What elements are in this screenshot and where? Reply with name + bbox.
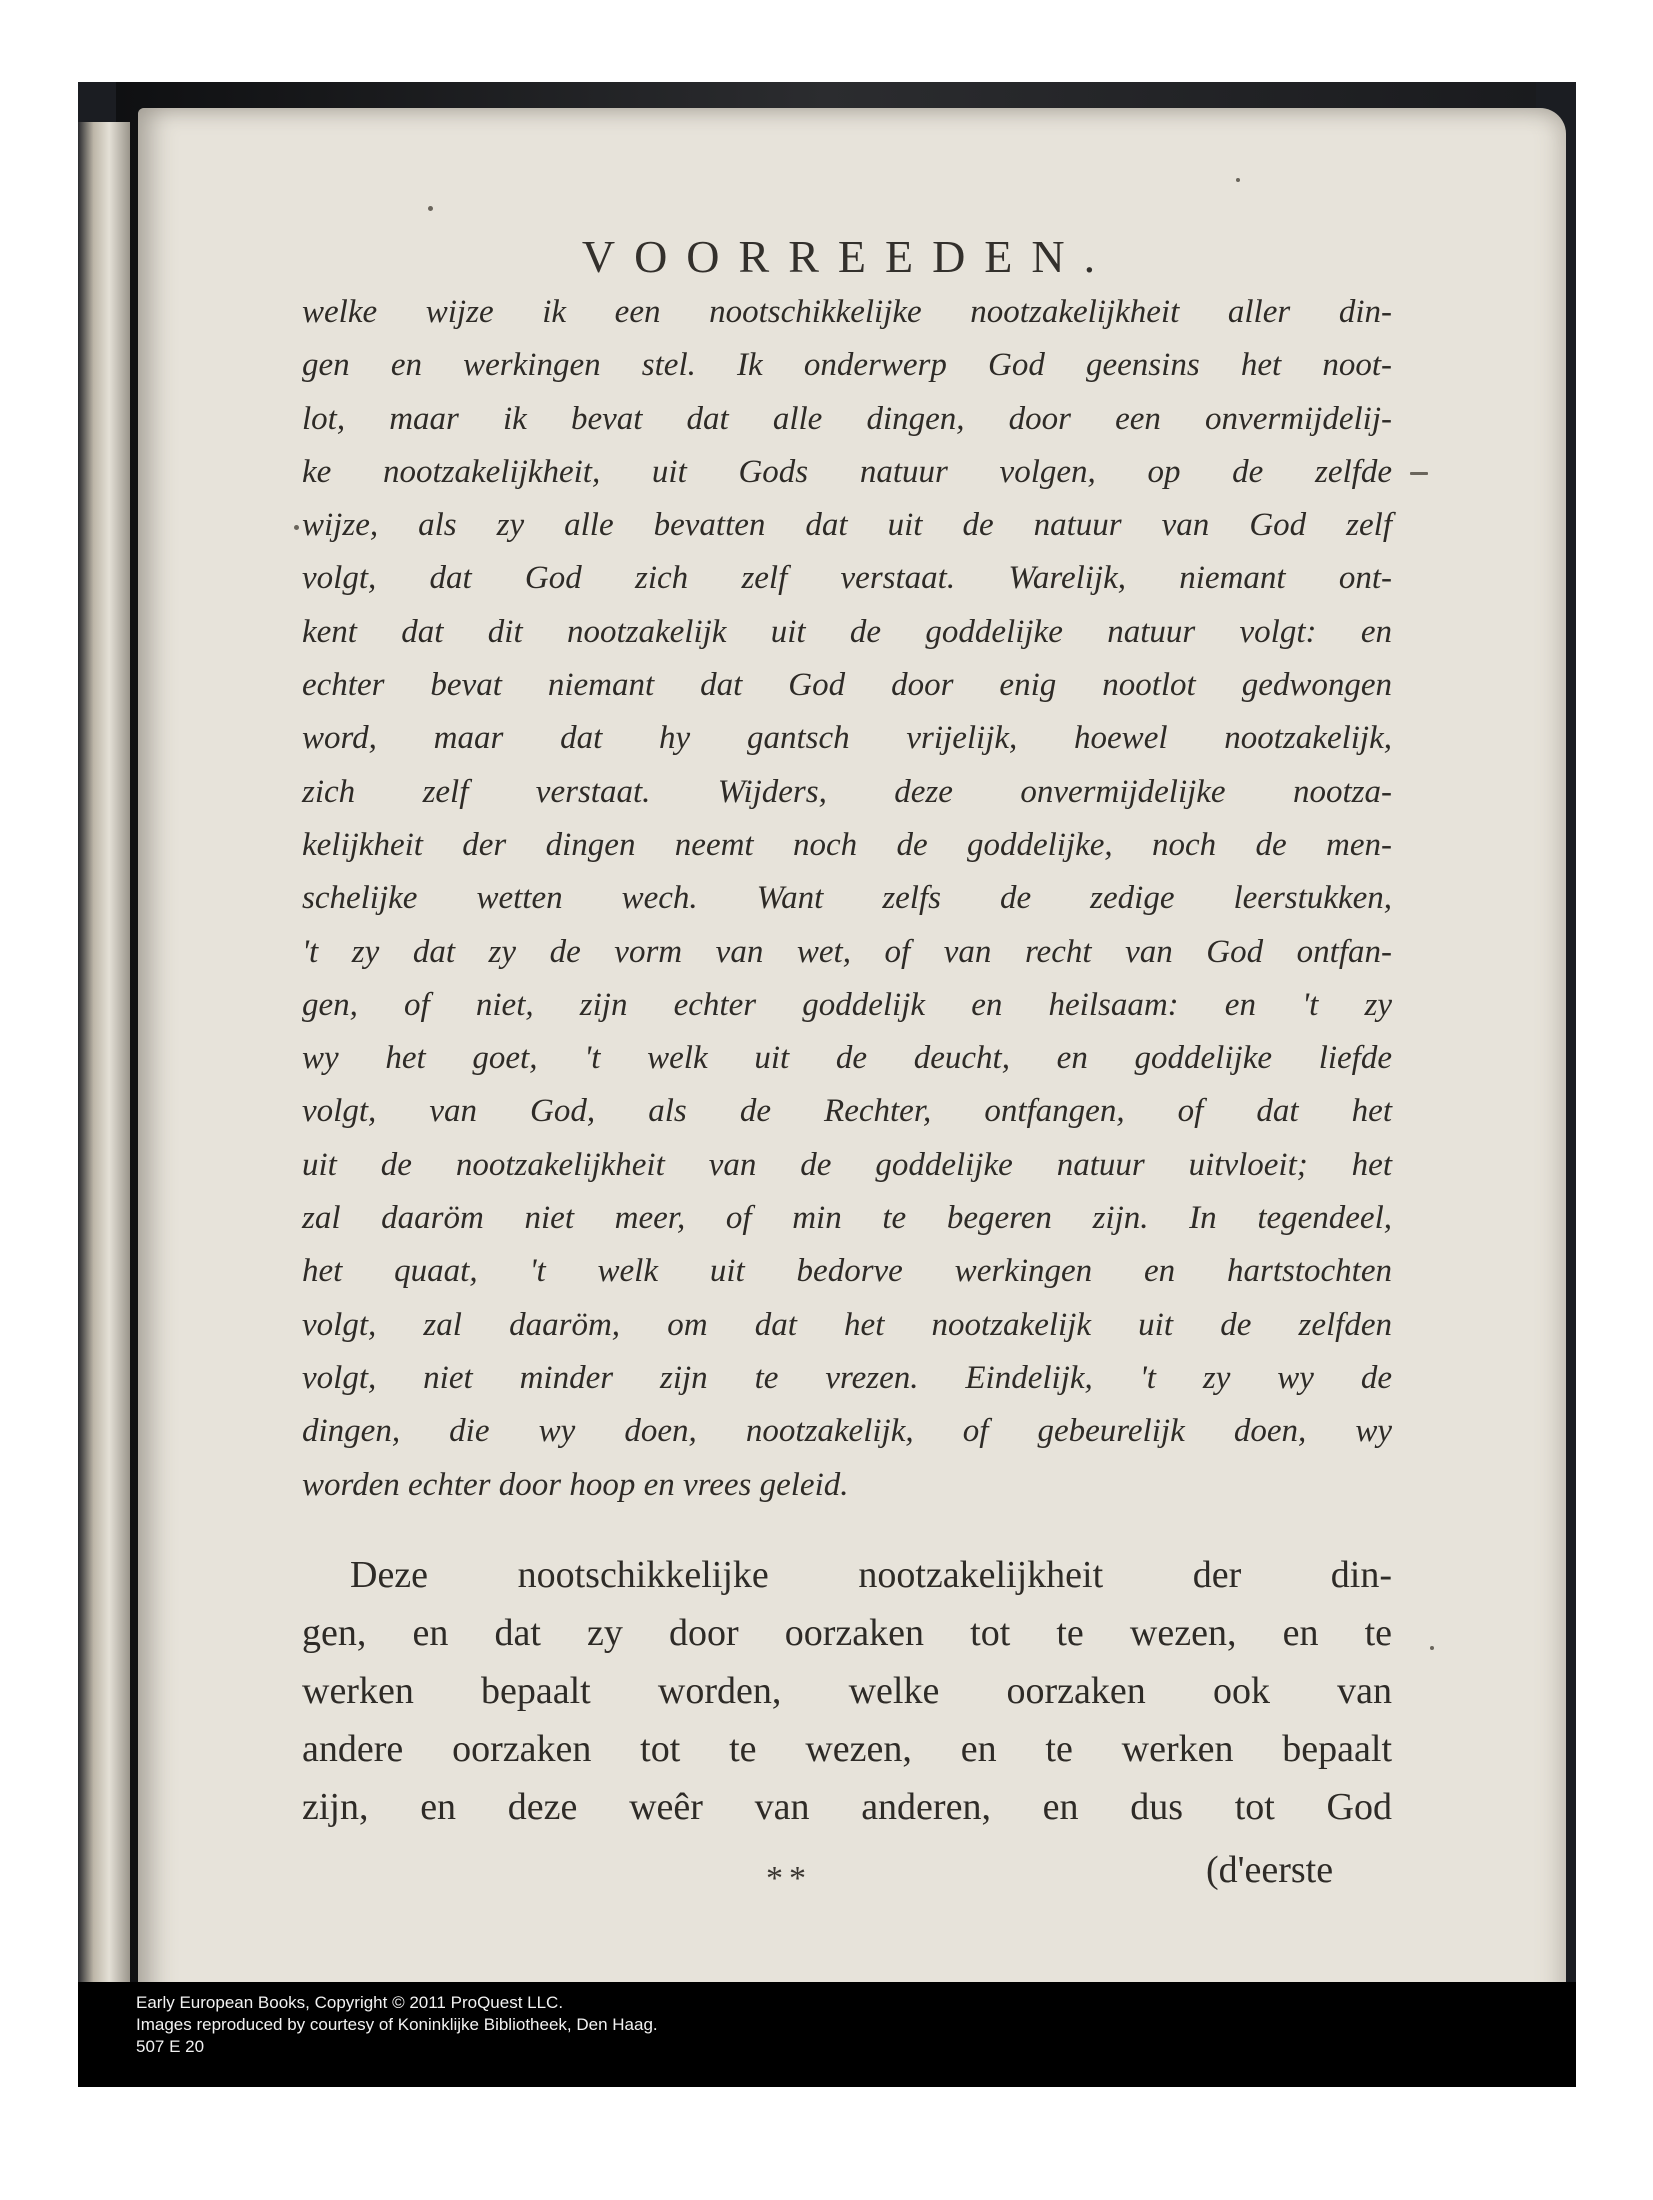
text-line: zal daaröm niet meer, of min te begeren zijn. In tegendeel,: [302, 1200, 1392, 1237]
text-line: Deze nootschikkelijke nootzakelijkheit der din-: [350, 1554, 1392, 1596]
text-line: volgt, van God, als de Rechter, ontfangen, of dat het: [302, 1093, 1392, 1130]
ink-speck: [428, 206, 433, 211]
left-page-edge: [78, 122, 130, 2042]
text-line: werken bepaalt worden, welke oorzaken ook van: [302, 1670, 1392, 1712]
text-line: schelijke wetten wech. Want zelfs de zedige leerstukken,: [302, 880, 1392, 917]
text-line: wijze, als zy alle bevatten dat uit de natuur van God zelf: [302, 507, 1392, 544]
text-line: uit de nootzakelijkheit van de goddelijke natuur uitvloeit; het: [302, 1146, 1392, 1183]
text-line: wy het goet, 't welk uit de deucht, en goddelijke liefde: [302, 1040, 1392, 1077]
text-line: volgt, dat God zich zelf verstaat. Warelijk, niemant ont-: [302, 560, 1392, 597]
signature-mark: **: [766, 1860, 812, 1897]
caption-line-shelfmark: 507 E 20: [136, 2037, 205, 2056]
text-line: word, maar dat hy gantsch vrijelijk, hoewel nootzakelijk,: [302, 720, 1392, 757]
text-line: andere oorzaken tot te wezen, en te werken bepaalt: [302, 1728, 1392, 1770]
ink-speck: [1430, 1646, 1434, 1650]
caption-line-copyright: Early European Books, Copyright © 2011 ProQuest LLC.: [136, 1993, 564, 2012]
text-line: welke wijze ik een nootschikkelijke nootzakelijkheit aller din-: [302, 294, 1392, 330]
copyright-caption: [78, 1982, 1576, 2087]
caption-line-courtesy: Images reproduced by courtesy of Koninklijke Bibliotheek, Den Haag.: [136, 2015, 658, 2034]
italic-paragraph: [302, 286, 1392, 1512]
text-line: volgt, niet minder zijn te vrezen. Eindelijk, 't zy wy de: [302, 1359, 1392, 1396]
text-line: volgt, zal daaröm, om dat het nootzakelijk uit de zelfden: [302, 1306, 1392, 1343]
ink-speck: [1410, 472, 1428, 475]
roman-paragraph: [302, 1546, 1392, 1836]
catchword: (d'eerste: [1206, 1849, 1334, 1891]
text-line: dingen, die wy doen, nootzakelijk, of gebeurelijk doen, wy: [302, 1413, 1392, 1450]
ink-speck: [1236, 178, 1240, 182]
text-line: lot, maar ik bevat dat alle dingen, door een onvermijdelij-: [302, 400, 1392, 437]
text-line-last: worden echter door hoop en vrees geleid.: [302, 1466, 849, 1503]
running-head: VOORREEDEN.: [581, 231, 1115, 282]
text-line: echter bevat niemant dat God door enig nootlot gedwongen: [302, 667, 1392, 704]
text-line: gen, en dat zy door oorzaken tot te wezen, en te: [302, 1612, 1392, 1654]
text-line: ke nootzakelijkheit, uit Gods natuur volgen, op de zelfde: [302, 453, 1392, 490]
ink-speck: [294, 525, 299, 530]
text-line: zijn, en deze weêr van anderen, en dus tot God: [302, 1786, 1392, 1828]
book-page: [138, 108, 1566, 2033]
text-line: zich zelf verstaat. Wijders, deze onvermijdelijke nootza-: [302, 773, 1392, 810]
text-line: gen en werkingen stel. Ik onderwerp God geensins het noot-: [302, 347, 1392, 384]
scan-frame: [78, 82, 1576, 2070]
text-line: 't zy dat zy de vorm van wet, of van recht van God ontfan-: [302, 933, 1392, 970]
text-line: kent dat dit nootzakelijk uit de goddelijke natuur volgt: en: [302, 613, 1392, 650]
text-line: gen, of niet, zijn echter goddelijk en heilsaam: en 't zy: [302, 986, 1392, 1023]
text-line: kelijkheit der dingen neemt noch de goddelijke, noch de men-: [302, 826, 1392, 863]
text-line: het quaat, 't welk uit bedorve werkingen en hartstochten: [302, 1253, 1392, 1290]
